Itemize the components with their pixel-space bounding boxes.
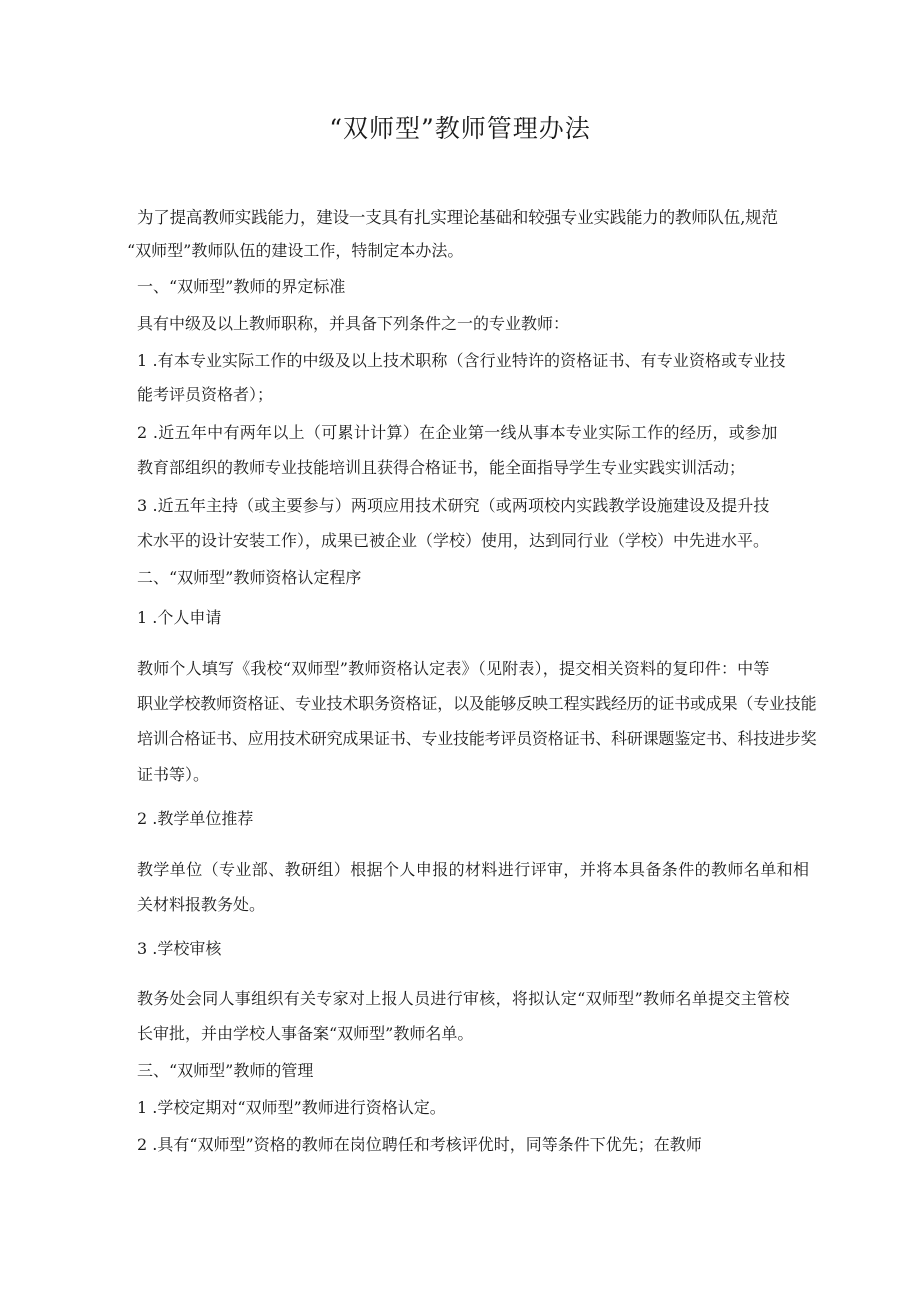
sub-heading: 3 .学校审核 (137, 939, 222, 958)
section-heading-1: 一、“双师型”教师的界定标准 (137, 277, 346, 296)
list-item-line: 3 .近五年主持（或主要参与）两项应用技术研究（或两项校内实践教学设施建设及提升技 (137, 496, 770, 515)
list-item-line: 1 .有本专业实际工作的中级及以上技术职称（含行业特许的资格证书、有专业资格或专业技 (137, 351, 786, 370)
section-heading-2: 二、“双师型”教师资格认定程序 (137, 568, 362, 587)
paragraph-line: 关材料报教务处。 (137, 895, 266, 914)
list-item-line: 教育部组织的教师专业技能培训且获得合格证书，能全面指导学生专业实践实训活动； (137, 458, 746, 477)
paragraph-line: 证书等）。 (137, 765, 210, 784)
paragraph-line: 教师个人填写《我校“双师型”教师资格认定表》（见附表），提交相关资料的复印件：中等 (137, 659, 770, 678)
paragraph-intro-line: “双师型”教师队伍的建设工作，特制定本办法。 (127, 241, 464, 260)
paragraph-intro-line: 为了提高教师实践能力，建设一支具有扎实理论基础和较强专业实践能力的教师队伍,规范 (137, 208, 778, 227)
list-item-line: 2 .近五年中有两年以上（可累计计算）在企业第一线从事本专业实际工作的经历，或参加 (137, 423, 778, 442)
list-item-line: 术水平的设计安装工作），成果已被企业（学校）使用，达到同行业（学校）中先进水平。 (137, 531, 770, 550)
page-title: “双师型”教师管理办法 (329, 114, 591, 143)
paragraph-line: 具有中级及以上教师职称，并具备下列条件之一的专业教师： (137, 314, 570, 333)
list-item-line: 2 .具有“双师型”资格的教师在岗位聘任和考核评优时，同等条件下优先；在教师 (137, 1135, 702, 1154)
list-item-line: 能考评员资格者）； (137, 385, 274, 404)
paragraph-line: 教学单位（专业部、教研组）根据个人申报的材料进行评审，并将本具备条件的教师名单和相 (137, 860, 810, 879)
paragraph-line: 教务处会同人事组织有关专家对上报人员进行审核，将拟认定“双师型”教师名单提交主管校 (137, 989, 790, 1008)
section-heading-3: 三、“双师型”教师的管理 (137, 1061, 314, 1080)
paragraph-line: 职业学校教师资格证、专业技术职务资格证，以及能够反映工程实践经历的证书或成果（专业技能 (137, 694, 817, 713)
list-item-line: 1 .学校定期对“双师型”教师进行资格认定。 (137, 1098, 446, 1117)
sub-heading: 1 .个人申请 (137, 608, 222, 627)
paragraph-line: 长审批，并由学校人事备案“双师型”教师名单。 (137, 1024, 474, 1043)
sub-heading: 2 .教学单位推荐 (137, 809, 254, 828)
paragraph-line: 培训合格证书、应用技术研究成果证书、专业技能考评员资格证书、科研课题鉴定书、科技进步奖 (137, 729, 817, 748)
